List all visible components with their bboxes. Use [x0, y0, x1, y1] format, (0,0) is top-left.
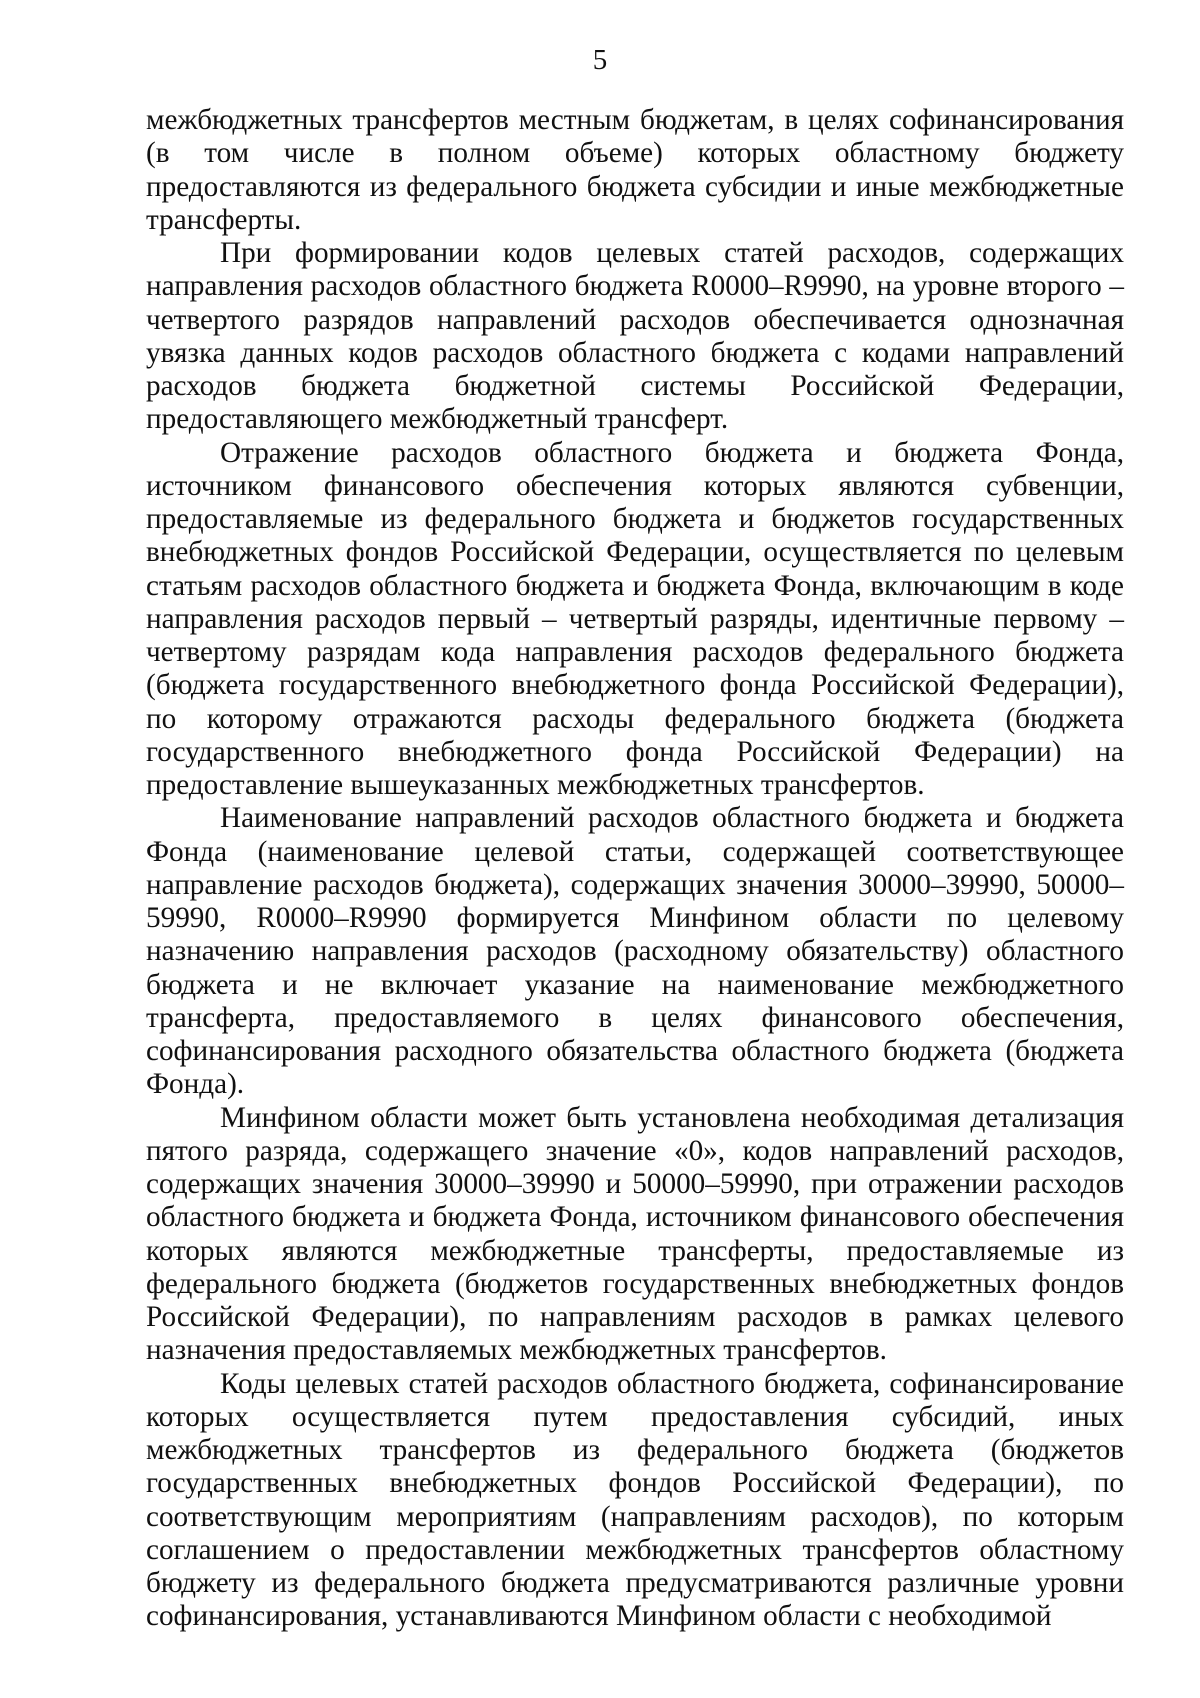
- paragraph-cofinancing-codes: Коды целевых статей расходов областного бюджета, софинансирование которых осуществляется путем предоставления субсидий, иных межбюджетных трансфертов из федерального бюджета (бюджетов государственных внебюджетных фондов Российской Федерации), по соответствующим мероприятиям (направлениям расходов), по которым соглашением о предоставлении межбюджетных трансфертов областному бюджету из федерального бюджета предусматриваются различные уровни софинансирования, устанавливаются Минфином области с необходимой: [146, 1367, 1124, 1633]
- paragraph-expense-names: Наименование направлений расходов областного бюджета и бюджета Фонда (наименование целевой статьи, содержащей соответствующее направление расходов бюджета), содержащих значения 30000–39990, 50000–59990, R0000–R9990 формируется Минфином области по целевому назначению направления расходов (расходному обязательству) областного бюджета и не включает указание на наименование межбюджетного трансферта, предоставляемого в целях финансового обеспечения, софинансирования расходного обязательства областного бюджета (бюджета Фонда).: [146, 802, 1124, 1101]
- paragraph-target-codes: При формировании кодов целевых статей расходов, содержащих направления расходов областного бюджета R0000–R9990, на уровне второго – четвертого разрядов направлений расходов обеспечивается однозначная увязка данных кодов расходов областного бюджета с кодами направлений расходов бюджета бюджетной системы Российской Федерации, предоставляющего межбюджетный трансферт.: [146, 237, 1124, 436]
- page-number: 5: [592, 44, 608, 76]
- paragraph-continuation: межбюджетных трансфертов местным бюджетам, в целях софинансирования (в том числе в полном объеме) которых областному бюджету предоставляются из федерального бюджета субсидии и иные межбюджетные трансферты.: [146, 104, 1124, 236]
- paragraph-subvention-expenses: Отражение расходов областного бюджета и бюджета Фонда, источником финансового обеспечения которых являются субвенции, предоставляемые из федерального бюджета и бюджетов государственных внебюджетных фондов Российской Федерации, осуществляется по целевым статьям расходов областного бюджета и бюджета Фонда, включающим в коде направления расходов первый – четвертый разряды, идентичные первому – четвертому разрядам кода направления расходов федерального бюджета (бюджета государственного внебюджетного фонда Российской Федерации), по которому отражаются расходы федерального бюджета (бюджета государственного внебюджетного фонда Российской Федерации) на предоставление вышеуказанных межбюджетных трансфертов.: [146, 436, 1124, 801]
- document-body: [146, 104, 1124, 1634]
- paragraph-fifth-digit-detail: Минфином области может быть установлена необходимая детализация пятого разряда, содержащего значение «0», кодов направлений расходов, содержащих значения 30000–39990 и 50000–59990, при отражении расходов областного бюджета и бюджета Фонда, источником финансового обеспечения которых являются межбюджетные трансферты, предоставляемые из федерального бюджета (бюджетов государственных внебюджетных фондов Российской Федерации), по направлениям расходов в рамках целевого назначения предоставляемых межбюджетных трансфертов.: [146, 1101, 1124, 1367]
